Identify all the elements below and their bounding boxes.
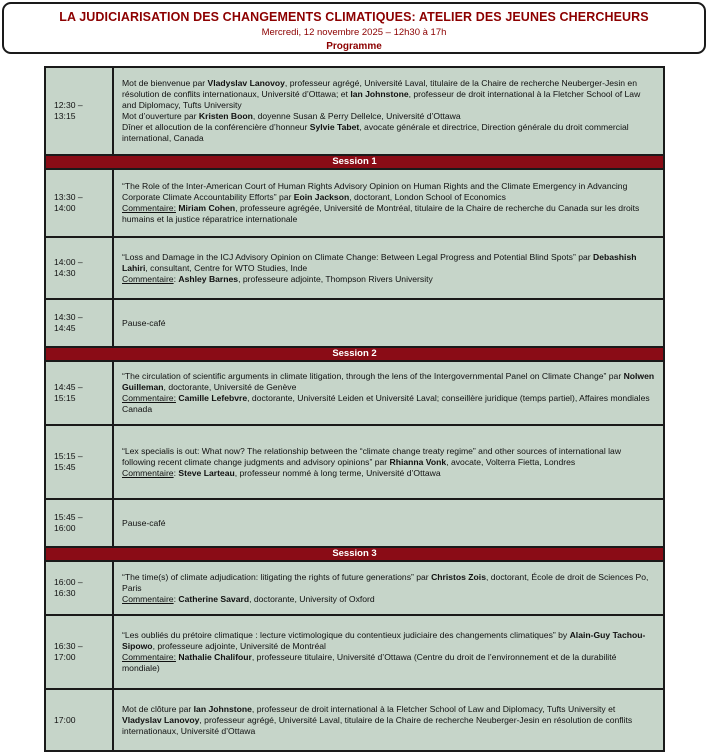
speaker-name: Nathalie Chalifour [178, 652, 252, 662]
description-text: , professeur de droit international à la Fletcher School of Law and Diplomacy, Tufts University [122, 89, 641, 110]
description-text: : [173, 593, 179, 604]
description-line [122, 111, 655, 122]
description-text: , professeure titulaire, Université d’Ottawa (Centre du droit de l’environnement et de la durabilité mondiale) [122, 652, 617, 673]
description-text: , professeure adjointe, Université de Montréal [152, 641, 326, 651]
commentaire-label: Commentaire: [122, 652, 176, 662]
description-text: “Lex specialis is out: What now? The relationship between the “climate change treaty regime” and other sources of international law following recent climate change judgments and advisory opinions” par [122, 445, 622, 467]
description-text: , consultant, Centre for WTO Studies, Inde [145, 262, 308, 273]
description-text: Dîner et allocution de la conférencière d’honneur [122, 122, 310, 132]
description-text: “Loss and Damage in the ICJ Advisory Opinion on Climate Change: Between Legal Progress and Potential Blind Spots” par [122, 251, 594, 262]
description-text: , doyenne Susan & Perry Dellelce, Université d’Ottawa [252, 111, 461, 121]
description-text: , professeure agrégée, Université de Montréal, titulaire de la Chaire de recherche du Canada sur les droits humains et la justice réparatrice internationale [122, 203, 640, 224]
time-cell: 14:00 – 14:30 [45, 237, 113, 299]
description-cell [113, 237, 664, 299]
description-text: “Les oubliés du prétoire climatique : lecture victimologique du contentieux judiciaire des changements climatiques” by [122, 630, 570, 640]
description-text: , professeur de droit international à la Fletcher School of Law and Diplomacy, Tufts University et [251, 703, 616, 714]
session-label: Session 3 [45, 547, 664, 561]
description-line [122, 704, 655, 737]
schedule-row [45, 689, 664, 751]
description-text: : [173, 273, 179, 284]
description-line [122, 446, 655, 468]
description-text: , professeur nommé à long terme, Université d’Ottawa [234, 467, 441, 478]
commentaire-label: Commentaire: [122, 393, 176, 403]
event-title: LA JUDICIARISATION DES CHANGEMENTS CLIMATIQUES: ATELIER DES JEUNES CHERCHEURS [59, 10, 649, 24]
schedule-row [45, 67, 664, 155]
description-line [122, 393, 655, 415]
description-cell [113, 169, 664, 237]
description-line [122, 181, 655, 203]
description-line [122, 78, 655, 111]
schedule-row [45, 561, 664, 615]
description-text: , doctorant, London School of Economics [349, 192, 506, 202]
commentaire-label: Commentaire [122, 593, 174, 604]
description-cell [113, 499, 664, 547]
description-text: , doctorant, École de droit de Sciences Po, Paris [122, 571, 649, 593]
speaker-name: Vladyslav Lanovoy [207, 78, 285, 88]
speaker-name: Ian Johnstone [350, 89, 409, 99]
time-cell: 16:00 – 16:30 [45, 561, 113, 615]
speaker-name: Rhianna Vonk [389, 456, 447, 467]
schedule-table [44, 66, 665, 752]
description-cell [113, 561, 664, 615]
description-text: , doctorante, Université Leiden et Université Laval; conseillère juridique (temps partiel), Affaires mondiales Canada [122, 393, 650, 414]
description-text: “The Role of the Inter-American Court of Human Rights Advisory Opinion on Human Rights and the Climate Emergency in Advancing Corporate Climate Accountability Efforts” par [122, 181, 628, 202]
description-text: , avocate générale et directrice, Direction générale du droit commercial international, Canada [122, 122, 629, 143]
description-cell [113, 425, 664, 499]
description-line [122, 572, 655, 594]
description-cell [113, 615, 664, 689]
description-text: Pause-café [122, 517, 166, 528]
time-cell: 17:00 [45, 689, 113, 751]
description-line [122, 203, 655, 225]
speaker-name: Camille Lefebvre [178, 393, 248, 403]
speaker-name: Eoin Jackson [293, 192, 350, 202]
description-cell [113, 361, 664, 425]
session-header-row [45, 347, 664, 361]
speaker-name: Ian Johnstone [193, 703, 252, 714]
description-text: , doctorante, University of Oxford [249, 593, 375, 604]
description-text: , avocate, Volterra Fietta, Londres [446, 456, 576, 467]
description-line [122, 630, 655, 652]
speaker-name: Vladyslav Lanovoy [122, 714, 200, 725]
time-cell: 16:30 – 17:00 [45, 615, 113, 689]
description-line [122, 122, 655, 144]
schedule-row [45, 499, 664, 547]
event-header [2, 2, 706, 54]
commentaire-label: Commentaire: [122, 203, 176, 213]
speaker-name: Nolwen Guilleman [122, 371, 655, 392]
schedule-row [45, 361, 664, 425]
session-header-row [45, 547, 664, 561]
speaker-name: Christos Zois [431, 571, 486, 582]
session-label: Session 2 [45, 347, 664, 361]
description-text: , professeur agrégé, Université Laval, titulaire de la Chaire de recherche Neuberger-Jesin en résolution de conflits internationaux, Université d’Ottawa; et [122, 78, 637, 99]
schedule-row [45, 615, 664, 689]
description-cell [113, 689, 664, 751]
event-date: Mercredi, 12 novembre 2025 – 12h30 à 17h [261, 27, 447, 38]
session-header-row [45, 155, 664, 169]
time-cell: 13:30 – 14:00 [45, 169, 113, 237]
description-text: Pause-café [122, 317, 166, 328]
description-text: , doctorante, Université de Genève [163, 382, 297, 392]
speaker-name: Ashley Barnes [178, 273, 239, 284]
schedule-row [45, 237, 664, 299]
speaker-name: Miriam Cohen [178, 203, 236, 213]
speaker-name: Alain-Guy Tachou-Sipowo [122, 630, 646, 651]
description-line [122, 252, 655, 274]
time-cell: 14:30 – 14:45 [45, 299, 113, 347]
speaker-name: Catherine Savard [178, 593, 250, 604]
description-text: “The circulation of scientific arguments in climate litigation, through the lens of the Intergovernmental Panel on Climate Change” par [122, 371, 624, 381]
time-cell: 15:45 – 16:00 [45, 499, 113, 547]
session-label: Session 1 [45, 155, 664, 169]
description-text: , professeur agrégé, Université Laval, titulaire de la Chaire de recherche Neuberger-Jesin en résolution de conflits internationaux, Université d’Ottawa [122, 714, 633, 736]
description-line [122, 274, 655, 285]
description-cell [113, 67, 664, 155]
commentaire-label: Commentaire [122, 467, 174, 478]
description-text: : [173, 467, 179, 478]
description-text: Mot de clôture par [122, 703, 194, 714]
time-cell: 15:15 – 15:45 [45, 425, 113, 499]
time-cell: 14:45 – 15:15 [45, 361, 113, 425]
programme-heading: Programme [326, 41, 382, 52]
schedule-row [45, 169, 664, 237]
description-text: , professeure adjointe, Thompson Rivers University [238, 273, 433, 284]
description-line [122, 652, 655, 674]
description-text: Mot de bienvenue par [122, 78, 208, 88]
description-text: Mot d’ouverture par [122, 111, 199, 121]
schedule-row [45, 425, 664, 499]
commentaire-label: Commentaire [122, 273, 174, 284]
speaker-name: Sylvie Tabet [309, 122, 360, 132]
description-line [122, 371, 655, 393]
time-cell: 12:30 – 13:15 [45, 67, 113, 155]
schedule-row [45, 299, 664, 347]
speaker-name: Debashish Lahiri [122, 251, 637, 273]
description-line [122, 594, 655, 605]
description-line [122, 518, 655, 529]
description-cell [113, 299, 664, 347]
description-text: “The time(s) of climate adjudication: litigating the rights of future generations” par [122, 571, 432, 582]
description-line [122, 318, 655, 329]
speaker-name: Steve Larteau [178, 467, 235, 478]
description-line [122, 468, 655, 479]
speaker-name: Kristen Boon [198, 111, 253, 121]
